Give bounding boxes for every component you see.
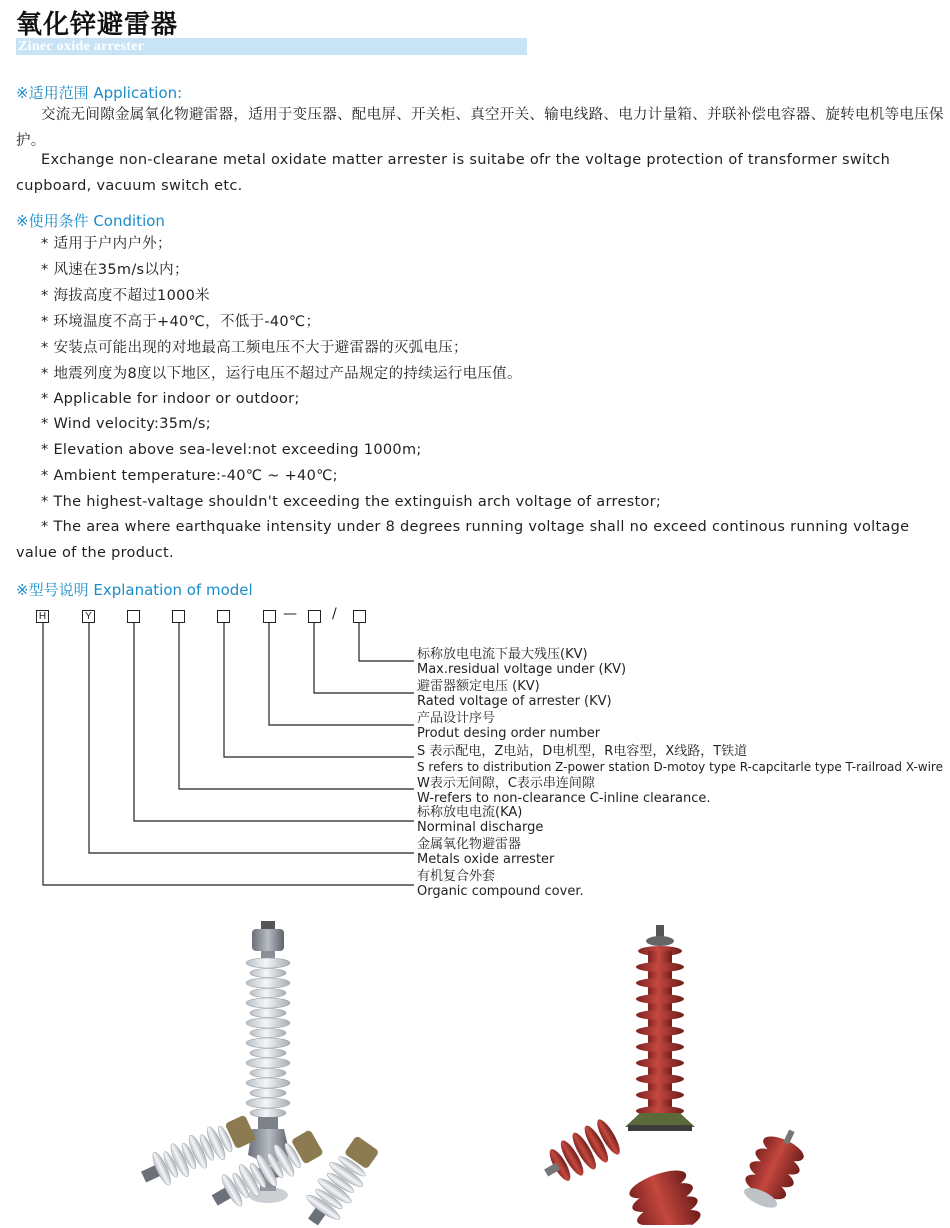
condition-item: * 风速在35m/s以内； — [41, 262, 189, 278]
condition-item: * 安装点可能出现的对地最高工频电压不大于避雷器的灭弧电压； — [41, 340, 468, 356]
model-label-metal-oxide: 金属氧化物避雷器 Metals oxide arrester — [417, 837, 555, 867]
condition-item: * The highest-valtage shouldn't exceeding the extinguish arch voltage of arrestor; — [41, 494, 662, 510]
page-title: 氧化锌避雷器 — [16, 10, 179, 40]
condition-item: * 地震列度为8度以下地区，运行电压不超过产品规定的持续运行电压值。 — [41, 366, 522, 382]
condition-item: * Elevation above sea-level:not exceeding 1000m; — [41, 442, 422, 458]
application-paragraph-zh: 交流无间隙金属氧化物避雷器，适用于变压器、配电屏、开关柜、真空开关、输电线路、电力计量箱、并联补偿电容器、旋转电机等电压保护。 — [16, 107, 944, 149]
condition-item: * 环境温度不高于+40℃，不低于-40℃； — [41, 314, 321, 330]
red-arrester-photo — [530, 915, 830, 1225]
application-heading: ※适用范围 Application: — [16, 84, 183, 102]
model-label-rated-voltage: 避雷器额定电压 (KV) Rated voltage of arrester (KV) — [417, 679, 612, 709]
condition-heading: ※使用条件 Condition — [16, 212, 165, 230]
model-label-design-number: 产品设计序号 Produt desing order number — [417, 711, 601, 741]
model-dash: — — [283, 606, 297, 622]
model-label-residual-voltage: 标称放电电流下最大残压(KV) Max.residual voltage under (KV) — [417, 647, 627, 677]
model-label-compound-cover: 有机复合外套 Organic compound cover. — [417, 869, 584, 899]
condition-item: * 海拔高度不超过1000米 — [41, 288, 210, 304]
model-label-application-type: S 表示配电，Z电站，D电机型，R电容型，X线路，T铁道 S refers to distribution Z-power station D-motoy type R-capcitarle type T-railroad X-wire — [417, 744, 943, 774]
application-paragraph-en: Exchange non-clearane metal oxidate matter arrester is suitabe ofr the voltage protection of transformer switch cupboard, vacuum switch etc. — [16, 152, 891, 194]
model-box-y: Y — [82, 610, 95, 623]
condition-item: * Applicable for indoor or outdoor; — [41, 391, 300, 407]
condition-item-last: * The area where earthquake intensity under 8 degrees running voltage shall no exceed continous running voltage value of the product. — [16, 519, 910, 561]
model-label-discharge-current: 标称放电电流(KA) Norminal discharge — [417, 805, 544, 835]
page-subtitle: Zinec oxide arrester — [18, 39, 145, 54]
model-heading: ※型号说明 Explanation of model — [16, 581, 253, 599]
condition-item: * Wind velocity:35m/s; — [41, 416, 211, 432]
condition-item: * Ambient temperature:-40℃ ~ +40℃; — [41, 468, 338, 484]
model-box-h: H — [36, 610, 49, 623]
model-slash: / — [332, 606, 337, 622]
condition-item: * 适用于户内户外； — [41, 236, 172, 252]
white-arrester-photo — [120, 915, 420, 1225]
model-label-clearance: W表示无间隙，C表示串连间隙 W-refers to non-clearance C-inline clearance. — [417, 776, 711, 806]
